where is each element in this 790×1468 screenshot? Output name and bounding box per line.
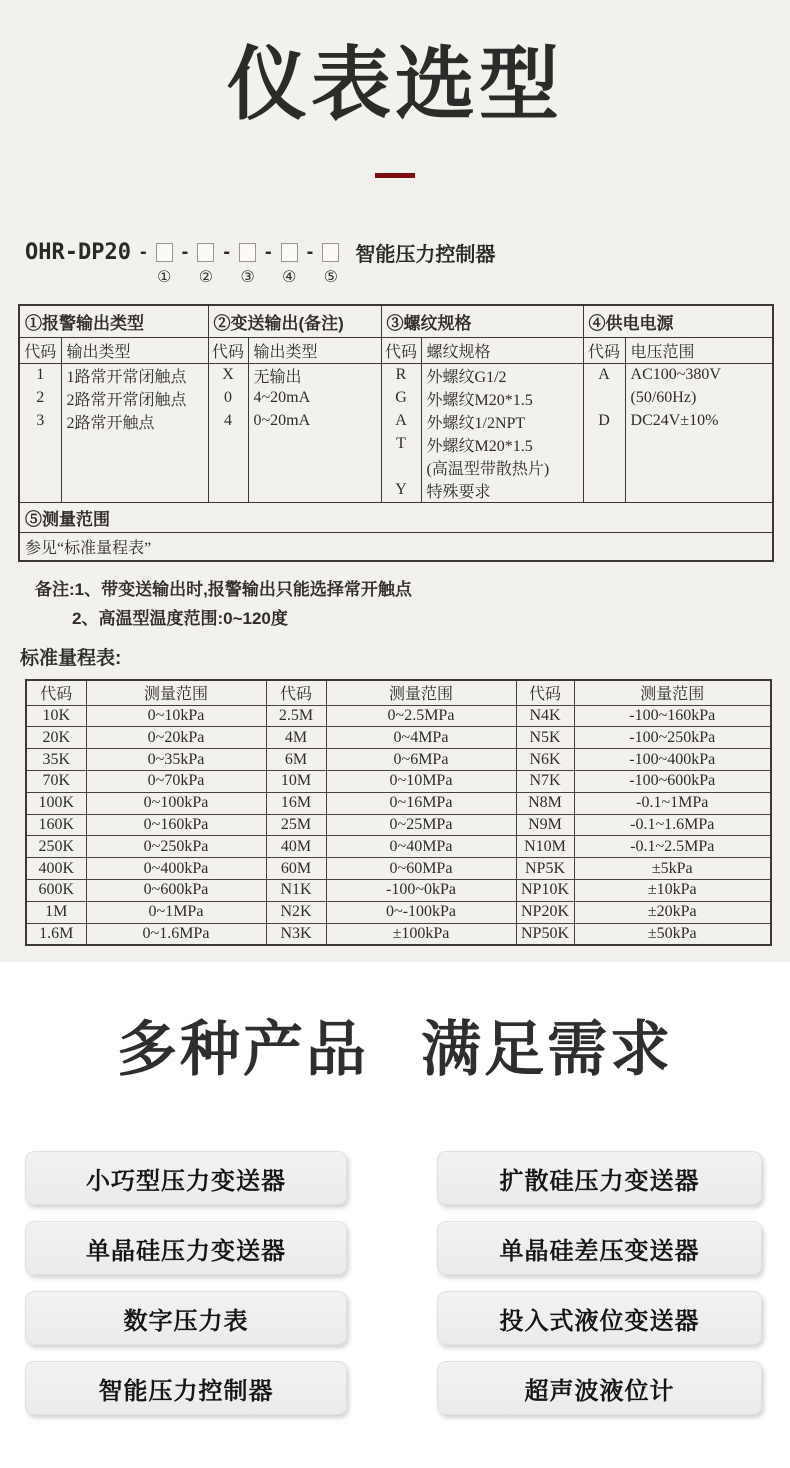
- table-row: [19, 387, 773, 410]
- value-cell: [61, 433, 208, 456]
- code-cell: [583, 433, 625, 456]
- value-cell: ±100kPa: [326, 923, 516, 945]
- sub-header-thread-spec: 螺纹规格: [421, 337, 583, 363]
- value-cell: 外螺纹1/2NPT: [421, 410, 583, 433]
- value-cell: 0~1.6MPa: [86, 923, 266, 945]
- product-button-2[interactable]: 扩散硅压力变送器: [437, 1151, 762, 1205]
- model-code-slot: [156, 243, 173, 287]
- sub-header-code: 代码: [583, 337, 625, 363]
- value-cell: ±20kPa: [574, 901, 771, 923]
- model-code-box: [281, 243, 298, 262]
- value-cell: AC100~380V: [625, 363, 773, 387]
- code-cell: A: [381, 410, 421, 433]
- model-separator-dash: -: [181, 241, 189, 264]
- value-cell: 0~10kPa: [86, 705, 266, 727]
- code-cell: T: [381, 433, 421, 456]
- value-cell: -0.1~1.6MPa: [574, 814, 771, 836]
- value-cell: 0~600kPa: [86, 879, 266, 901]
- table-row: [26, 792, 771, 814]
- value-cell: [625, 479, 773, 503]
- value-cell: ±10kPa: [574, 879, 771, 901]
- value-cell: -100~600kPa: [574, 770, 771, 792]
- value-cell: [248, 479, 381, 503]
- model-code-slot: [239, 243, 256, 287]
- note-line-2: 2、高温型温度范围:0~120度: [72, 609, 288, 629]
- model-suffix-label: 智能压力控制器: [355, 244, 496, 267]
- value-cell: 外螺纹M20*1.5: [421, 387, 583, 410]
- value-cell: -100~250kPa: [574, 727, 771, 749]
- code-cell: N3K: [266, 923, 326, 945]
- value-cell: 0~35kPa: [86, 749, 266, 771]
- product-button-3[interactable]: 单晶硅压力变送器: [25, 1221, 347, 1275]
- code-cell: [583, 456, 625, 479]
- group-header-transmit-output: ②变送输出(备注): [208, 305, 381, 338]
- range-header-code: 代码: [26, 680, 86, 705]
- sub-header-code: 代码: [208, 337, 248, 363]
- products-grid: [25, 1151, 765, 1415]
- value-cell: 1路常开常闭触点: [61, 363, 208, 387]
- sub-header-row: [19, 337, 773, 363]
- value-cell: DC24V±10%: [625, 410, 773, 433]
- page-title: 仪表选型: [227, 40, 563, 129]
- product-button-8[interactable]: 超声波液位计: [437, 1361, 762, 1415]
- table-row: [26, 749, 771, 771]
- model-code-line: [25, 238, 790, 287]
- range-header-range: 测量范围: [574, 680, 771, 705]
- value-cell: 2路常开触点: [61, 410, 208, 433]
- value-cell: -100~160kPa: [574, 705, 771, 727]
- products-section: [0, 962, 790, 1468]
- value-cell: 0~20mA: [248, 410, 381, 433]
- code-cell: 10K: [26, 705, 86, 727]
- code-cell: [208, 479, 248, 503]
- code-cell: N4K: [516, 705, 574, 727]
- products-heading-part1: 多种产品: [117, 1016, 369, 1083]
- value-cell: (50/60Hz): [625, 387, 773, 410]
- value-cell: 0~70kPa: [86, 770, 266, 792]
- code-cell: 25M: [266, 814, 326, 836]
- measure-range-title: ⑤测量范围: [19, 502, 773, 532]
- code-cell: 10M: [266, 770, 326, 792]
- model-code-slot: [322, 243, 339, 287]
- code-cell: G: [381, 387, 421, 410]
- table-row: [19, 456, 773, 479]
- value-cell: 0~60MPa: [326, 858, 516, 880]
- model-code-box: [156, 243, 173, 262]
- range-header-range: 测量范围: [86, 680, 266, 705]
- notes: [35, 575, 790, 635]
- product-button-7[interactable]: 智能压力控制器: [25, 1361, 347, 1415]
- code-cell: 250K: [26, 836, 86, 858]
- code-cell: [19, 479, 61, 503]
- table-row: [26, 727, 771, 749]
- model-code-box: [197, 243, 214, 262]
- value-cell: 0~10MPa: [326, 770, 516, 792]
- table-row: [26, 705, 771, 727]
- code-cell: 70K: [26, 770, 86, 792]
- sub-header-code: 代码: [381, 337, 421, 363]
- measure-range-note: 参见“标准量程表”: [19, 532, 773, 561]
- code-cell: 60M: [266, 858, 326, 880]
- value-cell: ±5kPa: [574, 858, 771, 880]
- sub-header-output-type: 输出类型: [61, 337, 208, 363]
- value-cell: [625, 456, 773, 479]
- value-cell: 外螺纹G1/2: [421, 363, 583, 387]
- code-cell: NP10K: [516, 879, 574, 901]
- group-header-power-supply: ④供电电源: [583, 305, 773, 338]
- value-cell: [625, 433, 773, 456]
- model-code-slots: [131, 241, 339, 287]
- code-cell: D: [583, 410, 625, 433]
- code-cell: 16M: [266, 792, 326, 814]
- value-cell: -100~400kPa: [574, 749, 771, 771]
- products-heading-part2: 满足需求: [421, 1016, 673, 1083]
- model-separator-dash: -: [223, 241, 230, 264]
- measure-range-note-row: [19, 532, 773, 561]
- code-cell: 0: [208, 387, 248, 410]
- table-row: [26, 814, 771, 836]
- code-cell: 2: [19, 387, 61, 410]
- code-cell: NP50K: [516, 923, 574, 945]
- products-heading: [0, 1018, 790, 1081]
- code-cell: 4: [208, 410, 248, 433]
- code-cell: 40M: [266, 836, 326, 858]
- code-cell: A: [583, 363, 625, 387]
- model-code-box: [239, 243, 256, 262]
- value-cell: 0~400kPa: [86, 858, 266, 880]
- code-cell: Y: [381, 479, 421, 503]
- value-cell: 0~250kPa: [86, 836, 266, 858]
- product-button-5[interactable]: 数字压力表: [25, 1291, 347, 1345]
- value-cell: 0~-100kPa: [326, 901, 516, 923]
- code-cell: N6K: [516, 749, 574, 771]
- table-row: [26, 923, 771, 945]
- code-cell: [583, 479, 625, 503]
- model-code-box: [322, 243, 339, 262]
- value-cell: 0~6MPa: [326, 749, 516, 771]
- value-cell: 0~100kPa: [86, 792, 266, 814]
- model-code-slot: [197, 243, 214, 287]
- table-row: [26, 858, 771, 880]
- range-header-range: 测量范围: [326, 680, 516, 705]
- value-cell: 0~20kPa: [86, 727, 266, 749]
- code-cell: X: [208, 363, 248, 387]
- table-row: [26, 879, 771, 901]
- model-position-marker: ①: [156, 269, 172, 287]
- value-cell: (高温型带散热片): [421, 456, 583, 479]
- table-row: [19, 433, 773, 456]
- value-cell: -0.1~1MPa: [574, 792, 771, 814]
- code-cell: 1.6M: [26, 923, 86, 945]
- range-table-caption: 标准量程表:: [20, 648, 122, 670]
- value-cell: [248, 456, 381, 479]
- selection-table: [18, 304, 774, 562]
- range-header-code: 代码: [266, 680, 326, 705]
- model-separator-dash: -: [306, 241, 314, 264]
- code-cell: 400K: [26, 858, 86, 880]
- value-cell: 0~40MPa: [326, 836, 516, 858]
- model-position-marker: ②: [198, 269, 213, 287]
- value-cell: [61, 456, 208, 479]
- code-cell: N1K: [266, 879, 326, 901]
- model-position-marker: ⑤: [323, 269, 338, 287]
- code-cell: [19, 433, 61, 456]
- note-line-1: 备注:1、带变送输出时,报警输出只能选择常开触点: [35, 579, 412, 599]
- table-row: [26, 770, 771, 792]
- product-button-4[interactable]: 单晶硅差压变送器: [437, 1221, 762, 1275]
- table-row: [19, 363, 773, 387]
- code-cell: 3: [19, 410, 61, 433]
- value-cell: [61, 479, 208, 503]
- code-cell: 20K: [26, 727, 86, 749]
- group-header-thread-spec: ③螺纹规格: [381, 305, 583, 338]
- code-cell: N7K: [516, 770, 574, 792]
- code-cell: NP5K: [516, 858, 574, 880]
- code-cell: 6M: [266, 749, 326, 771]
- code-cell: 4M: [266, 727, 326, 749]
- sub-header-voltage-range: 电压范围: [625, 337, 773, 363]
- model-code-slot: [281, 243, 298, 287]
- value-cell: [248, 433, 381, 456]
- model-prefix: OHR-DP20: [25, 240, 131, 266]
- model-position-marker: ④: [281, 269, 297, 287]
- model-separator-dash: -: [264, 241, 272, 264]
- model-separator-dash: -: [139, 241, 147, 264]
- code-cell: N9M: [516, 814, 574, 836]
- value-cell: 无输出: [248, 363, 381, 387]
- title-accent-dash: [375, 173, 415, 178]
- code-cell: 1: [19, 363, 61, 387]
- sub-header-output-type: 输出类型: [248, 337, 381, 363]
- value-cell: 0~2.5MPa: [326, 705, 516, 727]
- value-cell: 4~20mA: [248, 387, 381, 410]
- model-position-marker: ③: [240, 269, 255, 287]
- table-row: [19, 479, 773, 503]
- value-cell: -0.1~2.5MPa: [574, 836, 771, 858]
- code-cell: 160K: [26, 814, 86, 836]
- value-cell: ±50kPa: [574, 923, 771, 945]
- value-cell: 特殊要求: [421, 479, 583, 503]
- table-row: [26, 901, 771, 923]
- code-cell: [208, 456, 248, 479]
- code-cell: NP20K: [516, 901, 574, 923]
- group-header-row: [19, 305, 773, 338]
- group-header-alarm-output: ①报警输出类型: [19, 305, 208, 338]
- sub-header-code: 代码: [19, 337, 61, 363]
- value-cell: -100~0kPa: [326, 879, 516, 901]
- code-cell: [19, 456, 61, 479]
- code-cell: [381, 456, 421, 479]
- standard-range-table: [25, 679, 772, 946]
- code-cell: N2K: [266, 901, 326, 923]
- product-button-6[interactable]: 投入式液位变送器: [437, 1291, 762, 1345]
- code-cell: 600K: [26, 879, 86, 901]
- code-cell: 1M: [26, 901, 86, 923]
- code-cell: N5K: [516, 727, 574, 749]
- code-cell: 2.5M: [266, 705, 326, 727]
- code-cell: N8M: [516, 792, 574, 814]
- table-row: [26, 836, 771, 858]
- range-header-code: 代码: [516, 680, 574, 705]
- value-cell: 外螺纹M20*1.5: [421, 433, 583, 456]
- range-table-header-row: [26, 680, 771, 705]
- code-cell: 100K: [26, 792, 86, 814]
- value-cell: 2路常开常闭触点: [61, 387, 208, 410]
- code-cell: 35K: [26, 749, 86, 771]
- value-cell: 0~16MPa: [326, 792, 516, 814]
- value-cell: 0~160kPa: [86, 814, 266, 836]
- code-cell: [208, 433, 248, 456]
- code-cell: N10M: [516, 836, 574, 858]
- product-button-1[interactable]: 小巧型压力变送器: [25, 1151, 347, 1205]
- code-cell: [583, 387, 625, 410]
- value-cell: 0~1MPa: [86, 901, 266, 923]
- code-cell: R: [381, 363, 421, 387]
- measure-range-header-row: [19, 502, 773, 532]
- value-cell: 0~25MPa: [326, 814, 516, 836]
- table-row: [19, 410, 773, 433]
- value-cell: 0~4MPa: [326, 727, 516, 749]
